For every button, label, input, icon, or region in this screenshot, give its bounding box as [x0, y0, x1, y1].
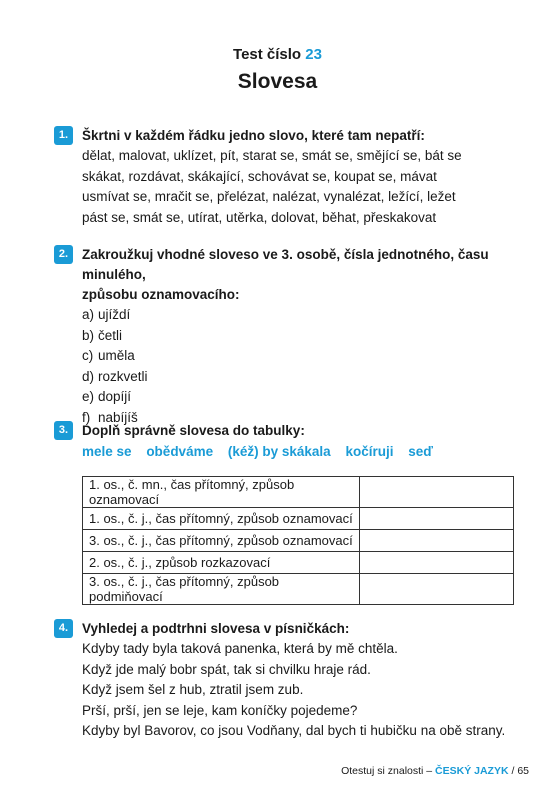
option-text: ujíždí — [98, 307, 131, 322]
footer-subject: ČESKÝ JAZYK — [435, 765, 509, 777]
word-bank-item: seď — [408, 444, 433, 459]
table-row — [83, 574, 514, 605]
footer-prefix: Otestuj si znalosti – — [341, 765, 433, 777]
task-question-line-1: Zakroužkuj vhodné sloveso ve 3. osobě, čísla jednotného, času minulého, — [82, 247, 489, 282]
task-number-badge: 3. — [54, 421, 73, 440]
task-1 — [54, 126, 524, 228]
task-question-line-2: způsobu oznamovacího: — [82, 287, 240, 302]
option-text: dopíjí — [98, 389, 132, 404]
word-bank-item: mele se — [82, 444, 132, 459]
page-number: / 65 — [511, 765, 529, 777]
table-row — [83, 477, 514, 508]
song-line: Kdyby tady byla taková panenka, která by mě chtěla. — [82, 641, 398, 656]
option-letter: d) — [82, 368, 95, 384]
table-row — [83, 552, 514, 574]
page-footer — [341, 765, 529, 777]
table-cell-label: 1. os., č. mn., čas přítomný, způsob oznamovací — [83, 477, 360, 508]
table-cell-answer[interactable] — [360, 477, 514, 508]
test-number: 23 — [305, 46, 322, 63]
option-text: četli — [98, 327, 123, 343]
option-item[interactable] — [82, 305, 524, 326]
table-cell-label: 3. os., č. j., čas přítomný, způsob oznamovací — [83, 530, 360, 552]
table-cell-label: 2. os., č. j., způsob rozkazovací — [83, 552, 360, 574]
song-line: Když jde malý bobr spát, tak si chvilku hraje rád. — [82, 661, 371, 677]
word-bank-item: (kéž) by skákala — [227, 444, 331, 459]
word-row: dělat, malovat, uklízet, pít, starat se, smát se, smějící se, bát se — [82, 148, 462, 163]
table-row — [83, 508, 514, 530]
task-number-badge: 4. — [54, 619, 73, 638]
test-label: Test číslo — [233, 46, 302, 63]
word-row: pást se, smát se, utírat, utěrka, dolovat, běhat, přeskakovat — [82, 209, 437, 225]
table-cell-answer[interactable] — [360, 574, 514, 605]
song-line: Kdyby byl Bavorov, co jsou Vodňany, dal bych ti hubičku na obě strany. — [82, 723, 506, 738]
option-letter: c) — [82, 348, 94, 363]
task-3 — [54, 421, 524, 463]
word-bank — [82, 441, 524, 463]
task-question: Doplň správně slovesa do tabulky: — [82, 423, 305, 438]
table-cell-label: 1. os., č. j., čas přítomný, způsob oznamovací — [83, 508, 360, 530]
option-item[interactable] — [82, 387, 524, 408]
song-line: Když jsem šel z hub, ztratil jsem zub. — [82, 682, 304, 697]
option-text: uměla — [98, 348, 135, 363]
task-2 — [54, 245, 524, 428]
word-bank-item: kočíruji — [345, 444, 394, 459]
task-question: Vyhledej a podtrhni slovesa v písničkách: — [82, 621, 350, 636]
option-letter: e) — [82, 389, 95, 404]
option-item[interactable] — [82, 346, 524, 367]
option-item[interactable] — [82, 326, 524, 347]
option-letter: a) — [82, 307, 95, 322]
table-cell-answer[interactable] — [360, 552, 514, 574]
option-letter: b) — [82, 327, 95, 343]
task-question: Škrtni v každém řádku jedno slovo, které tam nepatří: — [82, 128, 425, 143]
option-text: rozkvetli — [98, 368, 148, 384]
table-cell-answer[interactable] — [360, 530, 514, 552]
test-heading — [0, 46, 555, 63]
word-row: usmívat se, mračit se, přelézat, nalézat, vynalézat, ležící, ležet — [82, 189, 456, 204]
table-cell-answer[interactable] — [360, 508, 514, 530]
song-line: Prší, prší, jen se leje, kam koníčky pojedeme? — [82, 702, 358, 718]
table-cell-label: 3. os., č. j., čas přítomný, způsob podmiňovací — [83, 574, 360, 605]
option-item[interactable] — [82, 367, 524, 388]
verb-table — [82, 476, 514, 605]
word-row: skákat, rozdávat, skákající, schovávat se, koupat se, mávat — [82, 168, 437, 184]
option-text: nabíjíš — [98, 409, 138, 425]
task-number-badge: 2. — [54, 245, 73, 264]
task-number-badge: 1. — [54, 126, 73, 145]
option-letter: f) — [82, 409, 91, 425]
page-title: Slovesa — [237, 70, 318, 93]
word-bank-item: obědváme — [146, 444, 214, 459]
task-4 — [54, 619, 524, 742]
table-row — [83, 530, 514, 552]
